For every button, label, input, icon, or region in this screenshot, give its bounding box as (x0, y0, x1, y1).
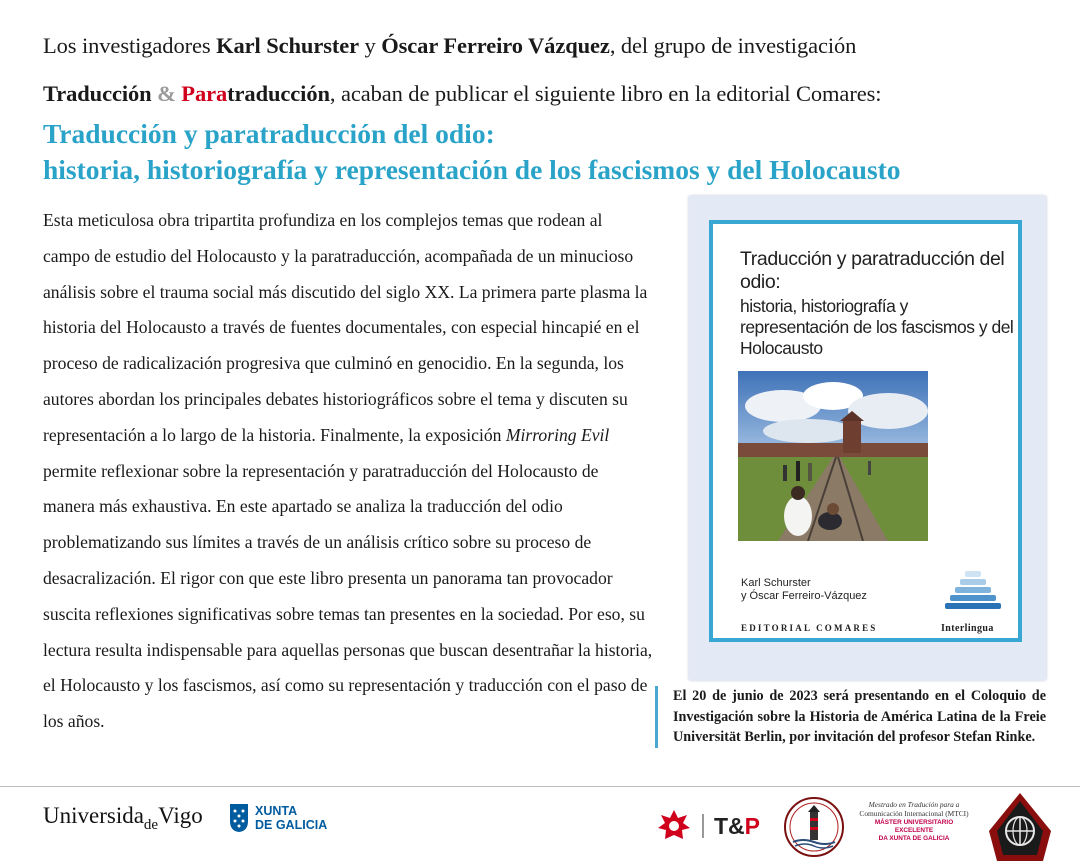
group-name-traduccion: Traducción (43, 81, 152, 106)
cover-author-2: y Óscar Ferreiro-Vázquez (741, 590, 867, 602)
group-name-para: Para (181, 81, 228, 106)
book-title-heading (43, 116, 1043, 188)
intro-paragraph (43, 22, 1043, 118)
cover-photo (738, 371, 928, 541)
xunta-text-1: XUNTA (255, 804, 298, 818)
tp-logo (656, 808, 760, 844)
footer-divider (0, 786, 1080, 787)
xunta-shield-icon (229, 803, 249, 833)
interlingua-steps-icon (943, 569, 1003, 619)
book-description (43, 203, 653, 740)
intro-tail: , acaban de publicar el siguiente libro en la editorial Comares: (329, 81, 882, 106)
book-cover (709, 220, 1022, 642)
description-part-2: permite reflexionar sobre la representación y paratraducción del Holocausto de manera más exhaustiva. En este apartado se analiza la traducción del odio problematizando sus límites a través de un análisis crítico sobre su proceso de desacralización. El rigor con que este libro presenta un panorama tan provocador suscita reflexiones significativas sobre temas tan presentes en la sociedad. Por eso, su lectura resulta indispensable para aquellas personas que buscan desentrañar la historia, el Holocausto y los fascismos, así como su representación y traducción con el paso de los años. (43, 460, 653, 732)
cover-authors (741, 577, 867, 603)
tp-wordmark-t: T& (714, 813, 745, 839)
description-exhibition-title: Mirroring Evil (505, 424, 610, 445)
uvigo-text-de: de (143, 817, 159, 833)
arch-emblem-logo-icon (985, 791, 1055, 863)
cover-series: Interlingua (941, 623, 994, 634)
xunta-text-2: DE GALICIA (255, 818, 328, 832)
author-oscar-ferreiro: Óscar Ferreiro Vázquez (381, 33, 610, 58)
cover-author-1: Karl Schurster (741, 577, 811, 589)
cover-title: Traducción y paratraducción del odio: (740, 248, 1005, 293)
tp-star-icon (656, 808, 692, 844)
lighthouse-logo-icon (783, 796, 845, 858)
uvigo-text-a: Universida (43, 803, 144, 828)
mtci-line-2: Comunicación Internacional (MTCI) (859, 809, 969, 818)
book-title-line-2: historia, historiografía y representación de los fascismos y del Holocausto (43, 154, 901, 185)
intro-mid: , del grupo de investigación (609, 33, 857, 58)
mtci-line-3: MÁSTER UNIVERSITARIO EXCELENTE (874, 819, 954, 834)
xunta-galicia-logo (229, 803, 327, 833)
presentation-note: El 20 de junio de 2023 será presentando en el Coloquio de Investigación sobre la Historia de América Latina de la Freie Universität Berlin, por invitación del profesor Stefan Rinke. (655, 686, 1046, 748)
book-title-line-1: Traducción y paratraducción del odio: (43, 118, 495, 149)
group-name-traduccion-2: traducción (227, 81, 330, 106)
cover-subtitle: historia, historiografía y representación de los fascismos y del Holocausto (740, 296, 1014, 358)
uvigo-text-b: Vigo (158, 803, 203, 828)
mtci-logo (858, 800, 970, 843)
group-ampersand: & (151, 81, 182, 106)
intro-lead: Los investigadores (43, 33, 217, 58)
tp-wordmark-p: P (744, 813, 761, 839)
universidade-vigo-logo (43, 803, 203, 833)
cover-photo-image (738, 371, 928, 541)
intro-and: y (359, 33, 382, 58)
cover-publisher: EDITORIAL COMARES (741, 623, 878, 633)
mtci-line-4: DA XUNTA DE GALICIA (878, 835, 950, 842)
author-karl-schurster: Karl Schurster (216, 33, 360, 58)
tp-wordmark (702, 814, 760, 838)
description-part-1: Esta meticulosa obra tripartita profundiza en los complejos temas que rodean al campo de estudio del Holocausto y la paratraducción, acompañada de un minucioso análisis sobre el trauma social más discutido del siglo XX. La primera parte plasma la historia del Holocausto a través de fuentes documentales, con especial hincapié en el proceso de radicalización progresiva que culminó en genocidio. En la segunda, los autores abordan los principales debates historiográficos sobre el tema y discuten su representación a lo largo de la historia. Finalmente, la exposición (43, 210, 648, 445)
mtci-line-1: Mestrado en Tradución para a (868, 800, 960, 809)
